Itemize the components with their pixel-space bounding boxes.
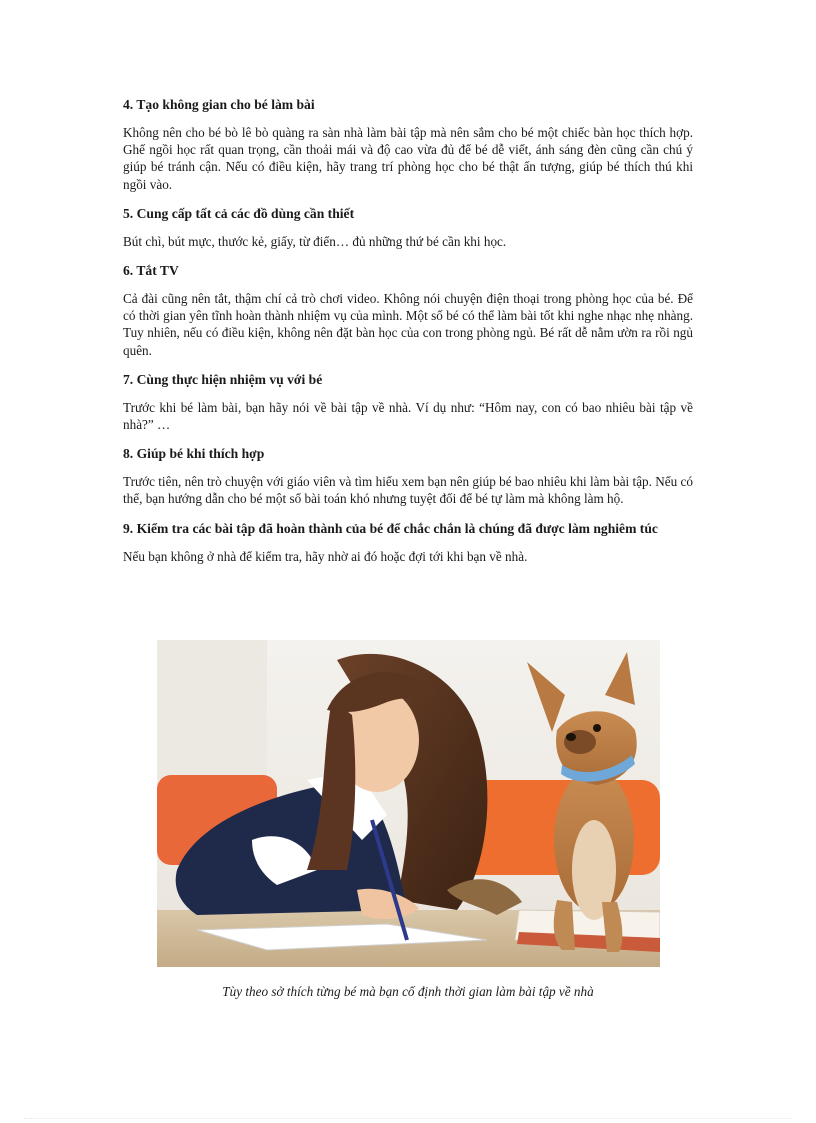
section-body-4: Không nên cho bé bò lê bò quàng ra sàn nhà làm bài tập mà nên sắm cho bé một chiếc bàn học thích hợp. Ghế ngồi học rất quan trọng, cần thoải mái và độ cao vừa đủ để bé dễ viết, ánh sáng đèn cũng cần chú ý giúp bé tránh cận. Nếu có điều kiện, hãy trang trí phòng học cho bé thật ấn tượng, giúp bé thích thú khi ngồi vào. [123, 125, 693, 192]
figure-caption: Tùy theo sở thích từng bé mà bạn cố định thời gian làm bài tập về nhà [222, 984, 594, 999]
section-body-9: Nếu bạn không ở nhà để kiểm tra, hãy nhờ ai đó hoặc đợi tới khi bạn về nhà. [123, 548, 528, 564]
figure-photo-girl-with-dog [157, 640, 660, 967]
section-heading-7: 7. Cùng thực hiện nhiệm vụ với bé [123, 371, 323, 387]
section-heading-4: 4. Tạo không gian cho bé làm bài [123, 97, 315, 112]
page-bottom-rule [24, 1118, 792, 1119]
section-body-7: Trước khi bé làm bài, bạn hãy nói về bài tập về nhà. Ví dụ như: “Hôm nay, con có bao nhiêu bài tập về nhà?” … [123, 399, 693, 433]
section-body-6: Cả đài cũng nên tắt, thậm chí cả trò chơi video. Không nói chuyện điện thoại trong phòng học của bé. Để có thời gian yên tĩnh hoàn thành nhiệm vụ của mình. Một số bé có thể làm bài tốt khi nghe nhạc nhẹ nhàng. Tuy nhiên, nếu có điều kiện, không nên đặt bàn học của con trong phòng ngủ. Bé rất dễ nằm ườn ra rồi ngủ quên. [123, 291, 693, 358]
section-body-5: Bút chì, bút mực, thước kẻ, giấy, từ điển… đủ những thứ bé cần khi học. [123, 233, 507, 249]
section-heading-8: 8. Giúp bé khi thích hợp [123, 446, 265, 462]
section-heading-6: 6. Tắt TV [123, 263, 179, 279]
section-heading-9: 9. Kiểm tra các bài tập đã hoàn thành của bé để chắc chắn là chúng đã được làm nghiêm túc [123, 520, 658, 536]
article-body [123, 96, 693, 577]
section-heading-5: 5. Cung cấp tất cả các đồ dùng cần thiết [123, 205, 355, 221]
section-body-8: Trước tiên, nên trò chuyện với giáo viên và tìm hiểu xem bạn nên giúp bé bao nhiêu khi làm bài tập. Nếu có thể, bạn hướng dẫn cho bé một số bài toán khó nhưng tuyệt đối để bé tự làm mà không làm hộ. [123, 474, 693, 507]
